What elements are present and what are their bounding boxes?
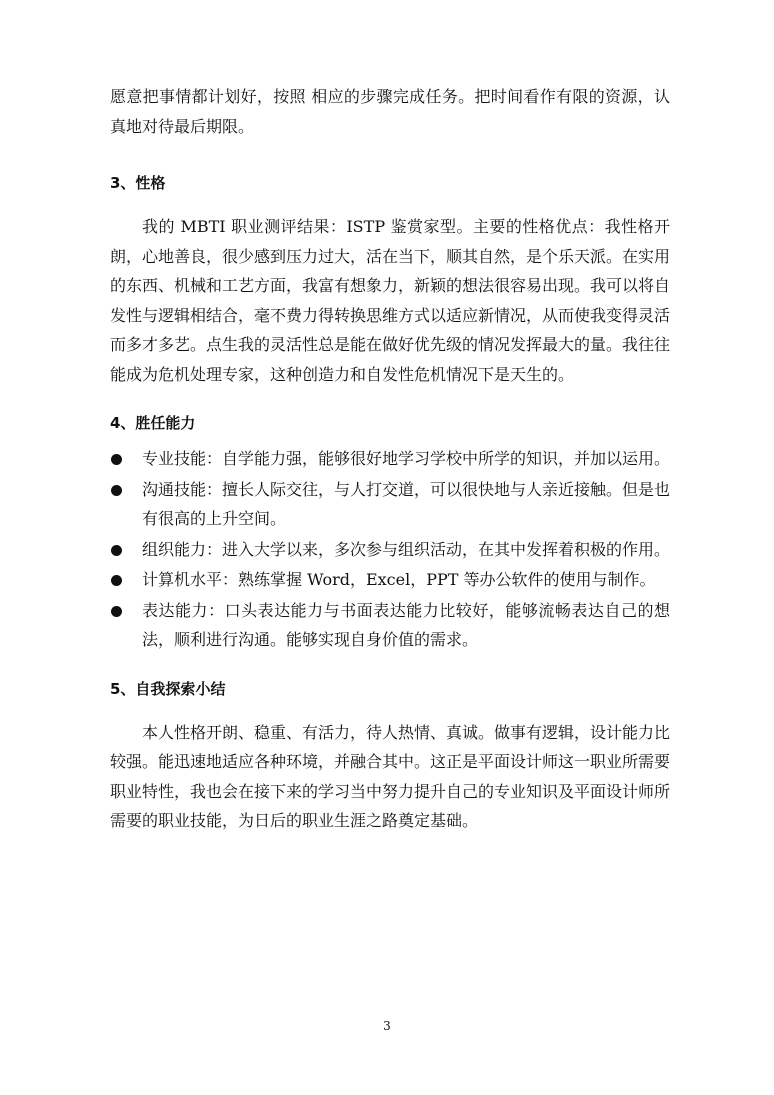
list-item [110, 475, 670, 534]
intro-paragraph: 愿意把事情都计划好，按照 相应的步骤完成任务。把时间看作有限的资源，认真地对待最后期限。 [110, 87, 670, 136]
list-item [110, 565, 670, 595]
list-item-text: 组织能力：进入大学以来，多次参与组织活动，在其中发挥着积极的作用。 [142, 539, 671, 559]
page-number: 3 [383, 1019, 391, 1033]
bullet-icon [111, 454, 122, 465]
list-item-text: 沟通技能：擅长人际交往，与人打交道，可以很快地与人亲近接触。但是也有很高的上升空间。 [142, 479, 671, 528]
list-item-text: 专业技能：自学能力强，能够很好地学习学校中所学的知识，并加以运用。 [142, 449, 671, 468]
list-item-text: 表达能力：口头表达能力与书面表达能力比较好，能够流畅表达自己的想法，顺利进行沟通。能够实现自身价值的需求。 [142, 600, 670, 649]
personality-paragraph: 我的 MBTI 职业测评结果：ISTP 鉴赏家型。主要的性格优点：我性格开朗，心地善良，很少感到压力过大，活在当下，顺其自然，是个乐天派。在实用的东西、机械和工艺方面，我富有想象力，新颖的想法很容易出现。我可以将自发性与逻辑相结合，毫不费力得转换思维方式以适应新情况，从而使我变得灵活而多才多艺。点生我的灵活性总是能在做好优先级的情况发挥最大的量。我往往能成为危机处理专家，这种创造力和自发性危机情况下是天生的。 [110, 217, 671, 384]
summary-paragraph: 本人性格开朗、稳重、有活力，待人热情、真诚。做事有逻辑，设计能力比较强。能迅速地适应各种环境，并融合其中。这正是平面设计师这一职业所需要职业特性，我也会在接下来的学习当中努力提升自己的专业知识及平面设计师所需要的职业技能，为日后的职业生涯之路奠定基础。 [110, 722, 671, 830]
list-item-text: 计算机水平：熟练掌握 Word，Excel，PPT 等办公软件的使用与制作。 [142, 570, 656, 589]
list-item [110, 444, 670, 474]
bullet-icon [111, 606, 122, 617]
competency-list [110, 444, 670, 655]
section-heading-personality: 3、性格 [110, 174, 166, 192]
bullet-icon [111, 485, 122, 496]
list-item [110, 535, 670, 565]
bullet-icon [111, 545, 122, 556]
section-heading-competencies: 4、胜任能力 [110, 414, 196, 432]
section-heading-summary: 5、自我探索小结 [110, 679, 226, 698]
document-page [110, 82, 670, 836]
list-item [110, 596, 670, 655]
bullet-icon [111, 575, 122, 586]
